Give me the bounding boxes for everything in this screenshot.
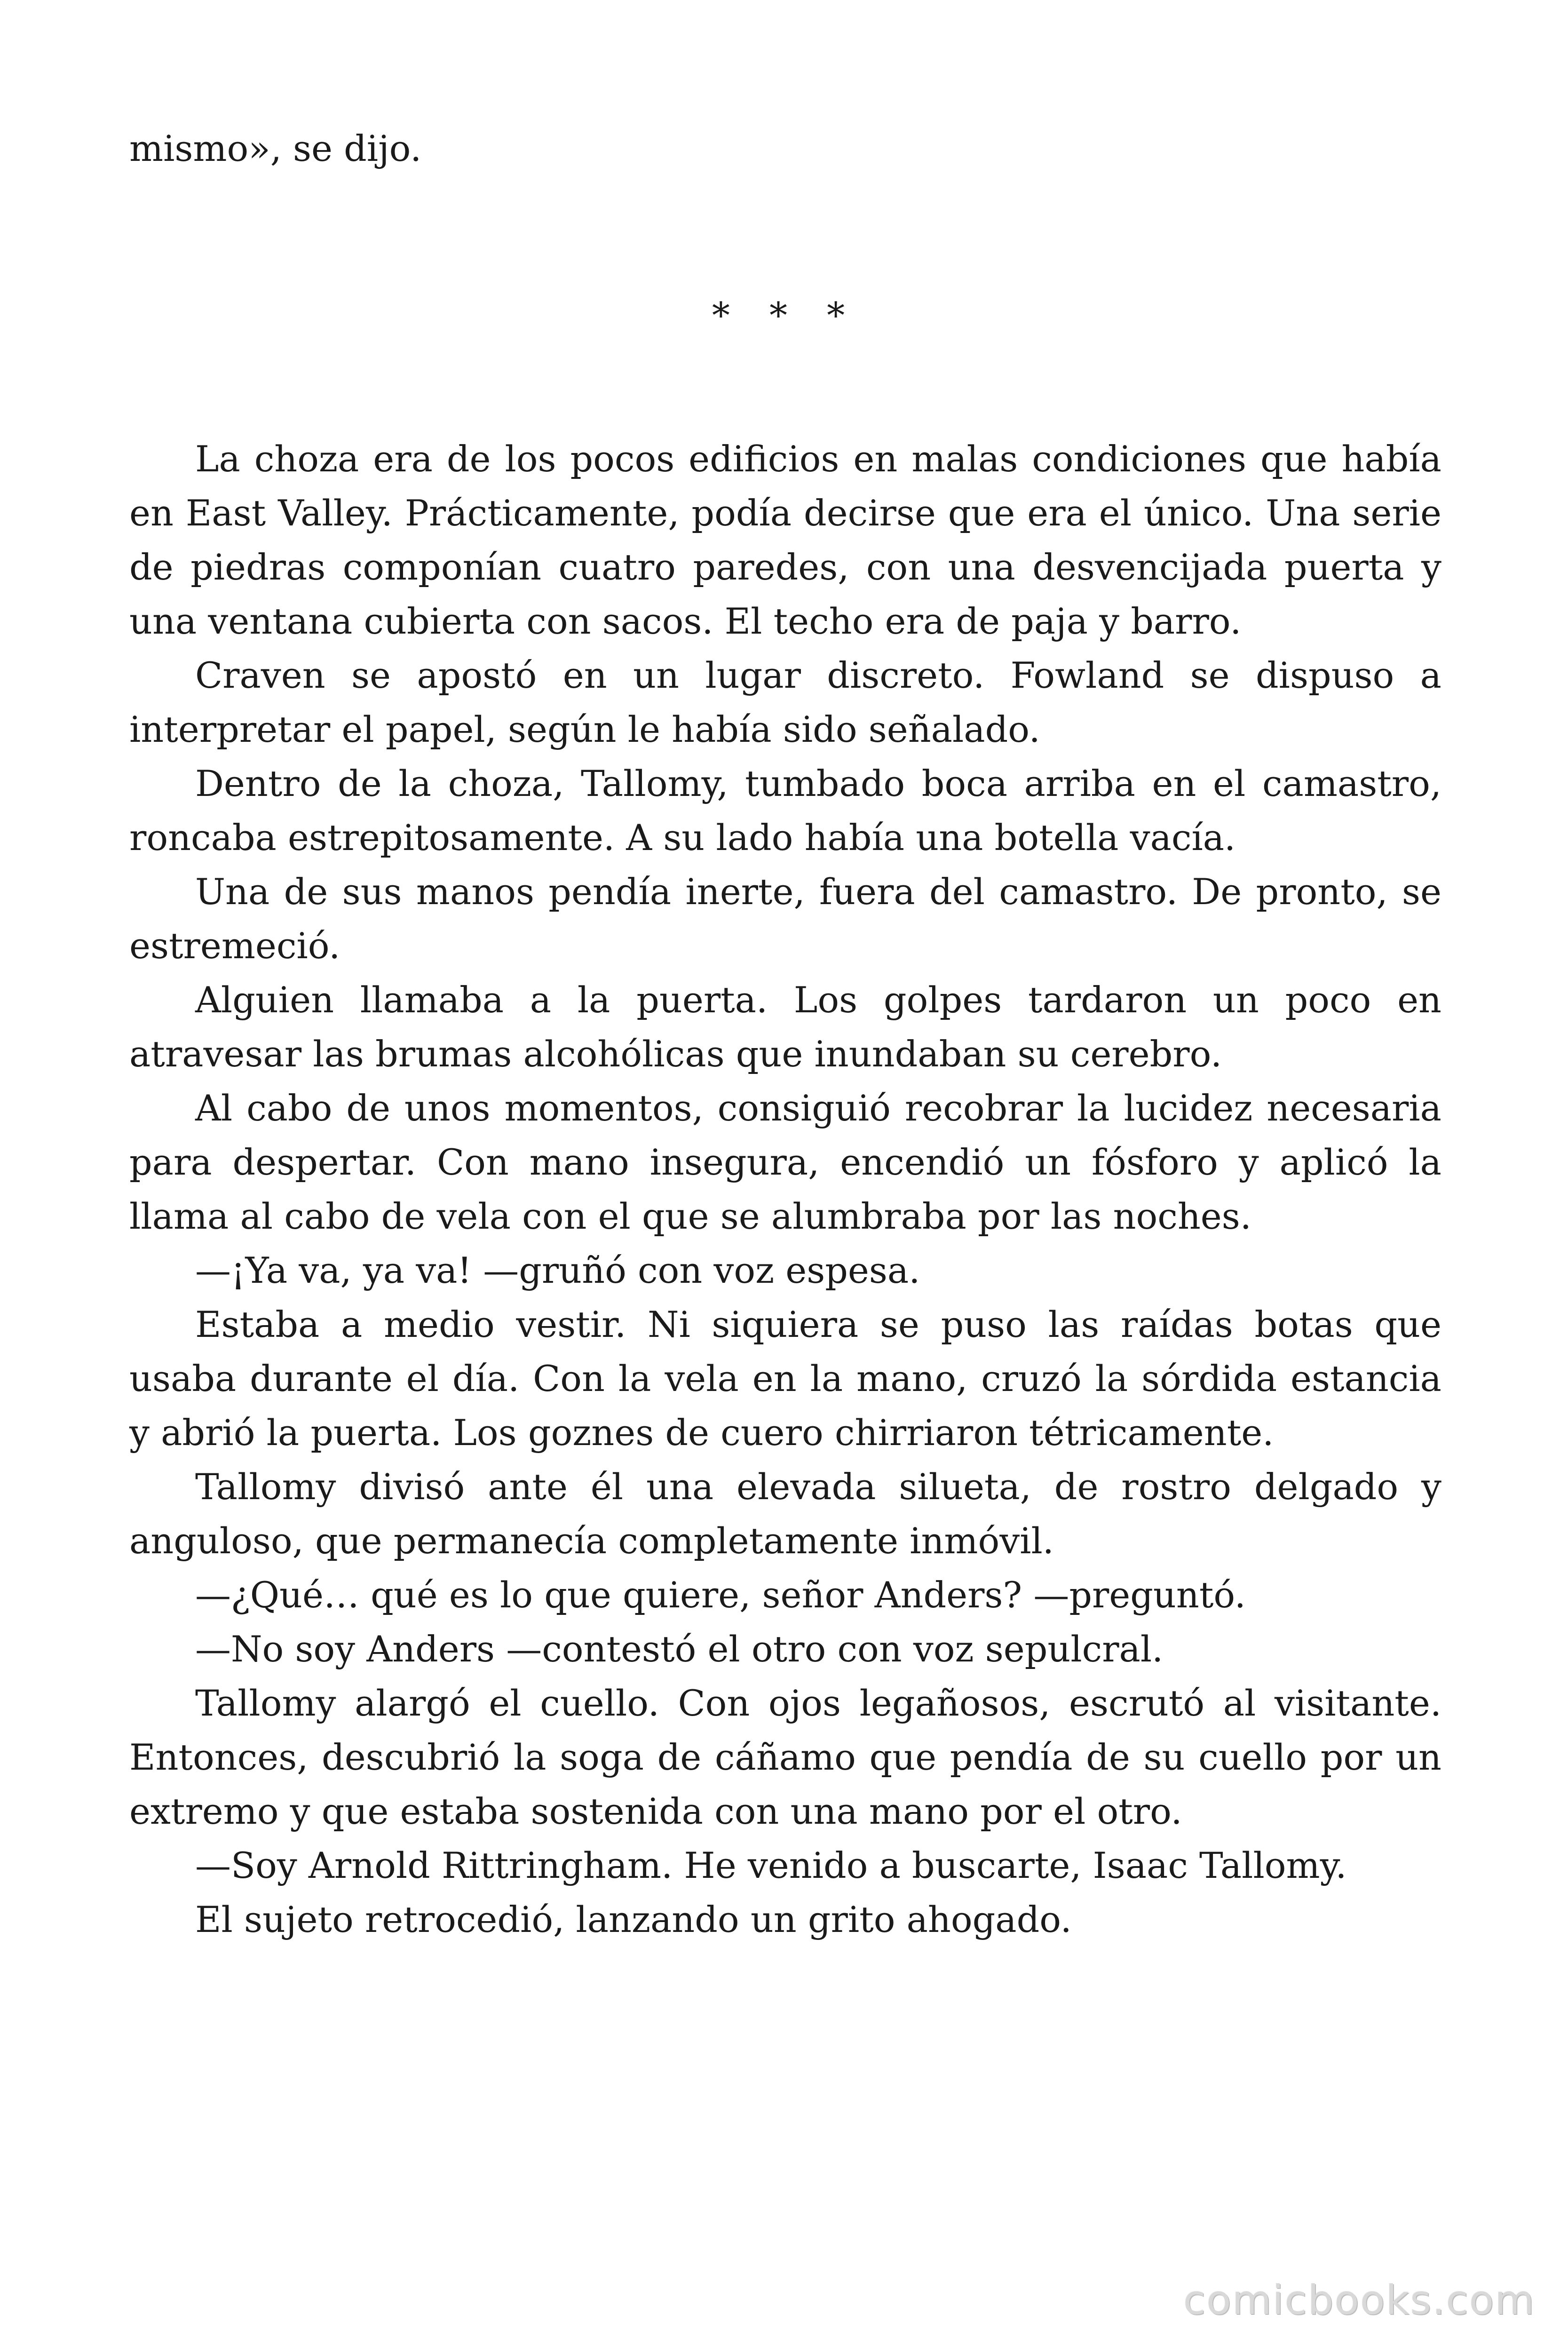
- paragraph: Alguien llamaba a la puerta. Los golpes tardaron un poco en atravesar las brumas alcohólicas que inundaban su cerebro.: [129, 979, 1441, 1075]
- paragraph: —Soy Arnold Rittringham. He venido a buscarte, Isaac Tallomy.: [195, 1844, 1347, 1886]
- paragraph: Craven se apostó en un lugar discreto. Fowland se dispuso a interpretar el papel, según le había sido señalado.: [129, 654, 1441, 750]
- watermark-logo: comicbooks.com: [1183, 2277, 1535, 2324]
- paragraph: El sujeto retrocedió, lanzando un grito ahogado.: [195, 1899, 1072, 1940]
- paragraph: Tallomy divisó ante él una elevada silueta, de rostro delgado y anguloso, que permanecía completamente inmóvil.: [129, 1466, 1441, 1562]
- paragraph: Tallomy alargó el cuello. Con ojos legañosos, escrutó al visitante. Entonces, descubrió la soga de cáñamo que pendía de su cuello por un extremo y que estaba sostenida con una mano por el otro.: [129, 1682, 1441, 1832]
- paragraph: Estaba a medio vestir. Ni siquiera se puso las raídas botas que usaba durante el día. Con la vela en la mano, cruzó la sórdida estancia y abrió la puerta. Los goznes de cuero chirriaron tétricamente.: [129, 1303, 1441, 1454]
- scene-separator: * * *: [712, 294, 859, 336]
- paragraph: —¿Qué… qué es lo que quiere, señor Anders? —preguntó.: [195, 1574, 1246, 1616]
- paragraph: Una de sus manos pendía inerte, fuera del camastro. De pronto, se estremeció.: [129, 871, 1441, 967]
- continuation-line: mismo», se dijo.: [129, 127, 422, 169]
- page-body: [129, 121, 1441, 1947]
- paragraph: Al cabo de unos momentos, consiguió recobrar la lucidez necesaria para despertar. Con mano insegura, encendió un fósforo y aplicó la llama al cabo de vela con el que se alumbraba por las noches.: [129, 1087, 1441, 1237]
- paragraph: La choza era de los pocos edificios en malas condiciones que había en East Valley. Prácticamente, podía decirse que era el único. Una serie de piedras componían cuatro paredes, con una desvencijada puerta y una ventana cubierta con sacos. El techo era de paja y barro.: [129, 438, 1441, 642]
- paragraph: Dentro de la choza, Tallomy, tumbado boca arriba en el camastro, roncaba estrepitosamente. A su lado había una botella vacía.: [129, 763, 1441, 858]
- paragraph: —No soy Anders —contestó el otro con voz sepulcral.: [195, 1628, 1164, 1670]
- paragraph: —¡Ya va, ya va! —gruñó con voz espesa.: [195, 1249, 920, 1291]
